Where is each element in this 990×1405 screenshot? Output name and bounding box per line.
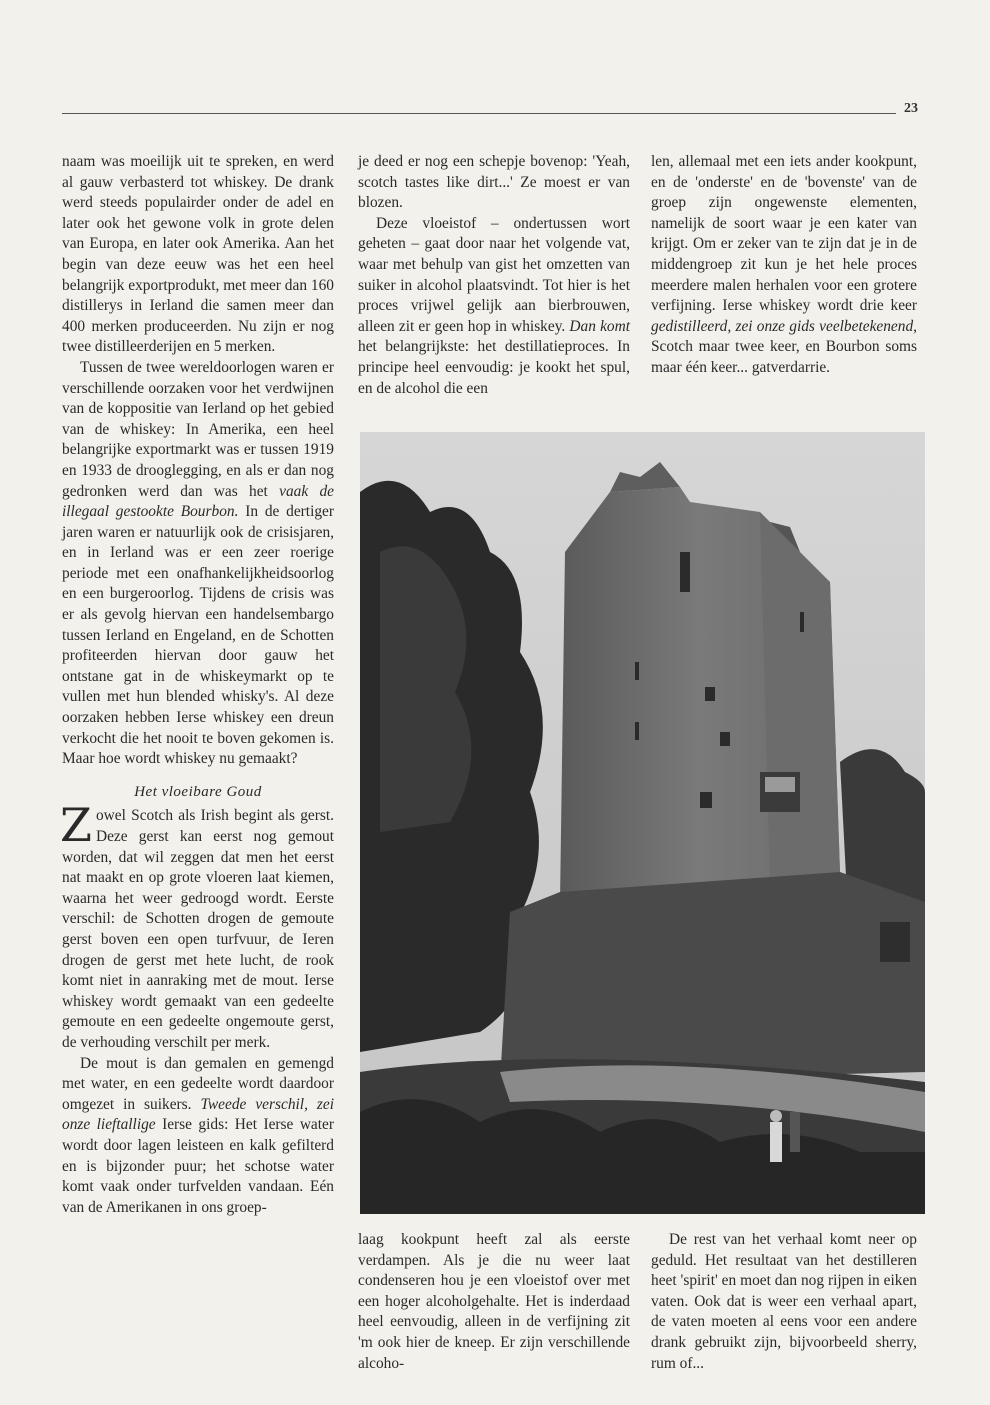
section-heading: Het vloeibare Goud bbox=[134, 783, 262, 800]
paragraph: Tussen de twee wereldoorlogen waren er verschillende oorzaken voor het verdwijnen van de koppositie van Ierland op het gebied van de whiskey: In Amerika, een heel belangrijke exportmarkt was er tussen 1919 en 1933 de drooglegging, en als er dan nog gedronken werd dan was het vaak de illegaal gestookte Bourbon. In de dertiger jaren waren er natuurlijk ook de crisisjaren, en in Ierland was er een zeer roerige periode met een onafhankelijkheidsoorlog en een burgeroorlog. Tijdens de crisis was er als gevolg hiervan een handelsembargo tussen Ierland en Engeland, en de Schotten profiteerden hiervan door gauw het ontstane gat in de whiskeymarkt op te vullen met hun blended whisky's. Al deze oorzaken hebben Ierse whiskey een dreun verkocht die het nooit te boven gekomen is. Maar hoe wordt whiskey nu gemaakt? bbox=[62, 358, 334, 768]
paragraph: Zowel Scotch als Irish begint als gerst. Deze gerst kan eerst nog gemout worden, dat wil zeggen dat men het eerst nat maakt en op grote vloeren laat kiemen, waarna het weer gedroogd wordt. Eerste verschil: de Schotten drogen de gemoute gerst boven een open turfvuur, de Ieren drogen de gerst met hete lucht, de rook komt niet in aanraking met de mout. Ierse whiskey wordt gemaakt van een gedeelte gemoute en een gedeelte ongemoute gerst, de verhouding verschilt per merk. bbox=[60, 798, 334, 1051]
paragraph: De mout is dan gemalen en gemengd met water, en een gedeelte wordt daardoor omgezet in suikers. Tweede verschil, zei onze lieftallige Ierse gids: Het Ierse water wordt door lagen leisteen en kalk gefilterd en is bijzonder puur; het schotse water komt vaak onder turfvelden vandaan. Eén van de Amerikanen in ons groep- bbox=[62, 1054, 334, 1216]
castle-photo bbox=[360, 432, 925, 1214]
castle-photo-image bbox=[360, 432, 925, 1214]
paragraph: len, allemaal met een iets ander kookpunt, en de 'onderste' en de 'bovenste' van de groep zijn ongewenste elementen, namelijk de soort waar je een kater van krijgt. Om er zeker van te zijn dat je in de middengroep zit kun je het hele proces meerdere malen herhalen voor een grotere verfijning. Ierse whiskey wordt drie keer gedistilleerd, zei onze gids veelbetekenend, Scotch maar twee keer, en Bourbon soms maar één keer... gatverdarrie. bbox=[651, 153, 917, 376]
column-3-bottom bbox=[651, 1230, 917, 1374]
paragraph: Deze vloeistof – ondertussen wort geheten – gaat door naar het volgende vat, waar met behulp van gist het omzetten van suiker in alcohol plaatsvindt. Tot hier is het proces vrijwel gelijk aan bierbrouwen, alleen zit er geen hop in whiskey. Dan komt het belangrijkste: het destillatieproces. In principe heel eenvoudig: je kookt het spul, en de alcohol die een bbox=[358, 214, 630, 397]
header-rule bbox=[62, 113, 896, 114]
paragraph: laag kookpunt heeft zal als eerste verdampen. Als je die nu weer laat condenseren hou je een vloeistof over met een hoger alcoholgehalte. Het is inderdaad heel eenvoudig, alleen in de verfijning zit 'm ook hier de kneep. Er zijn verschillende alcoho- bbox=[358, 1231, 630, 1372]
column-1 bbox=[62, 152, 334, 1218]
column-3 bbox=[651, 152, 917, 379]
page-number: 23 bbox=[904, 101, 918, 116]
drop-cap: Z bbox=[60, 798, 92, 853]
column-2-bottom bbox=[358, 1230, 630, 1374]
paragraph: De rest van het verhaal komt neer op geduld. Het resultaat van het destilleren heet 'spirit' en moet dan nog rijpen in eiken vaten. Ook dat is weer een verhaal apart, de vaten moeten al eens voor een andere drank gebruikt zijn, bijvoorbeeld sherry, rum of... bbox=[651, 1231, 917, 1372]
column-2 bbox=[358, 152, 630, 399]
paragraph: je deed er nog een schepje bovenop: 'Yeah, scotch tastes like dirt...' Ze moest er van blozen. bbox=[358, 153, 630, 212]
paragraph: naam was moeilijk uit te spreken, en werd al gauw verbasterd tot whiskey. De drank werd steeds populairder onder de adel en later ook het gewone volk in grote delen van Europa, en later ook Amerika. Aan het begin van deze eeuw was het een heel belangrijk exportprodukt, met meer dan 160 distillerys in Ierland die samen meer dan 400 merken produceerden. Nu zijn er nog twee distilleerderijen en 5 merken. bbox=[62, 153, 334, 356]
